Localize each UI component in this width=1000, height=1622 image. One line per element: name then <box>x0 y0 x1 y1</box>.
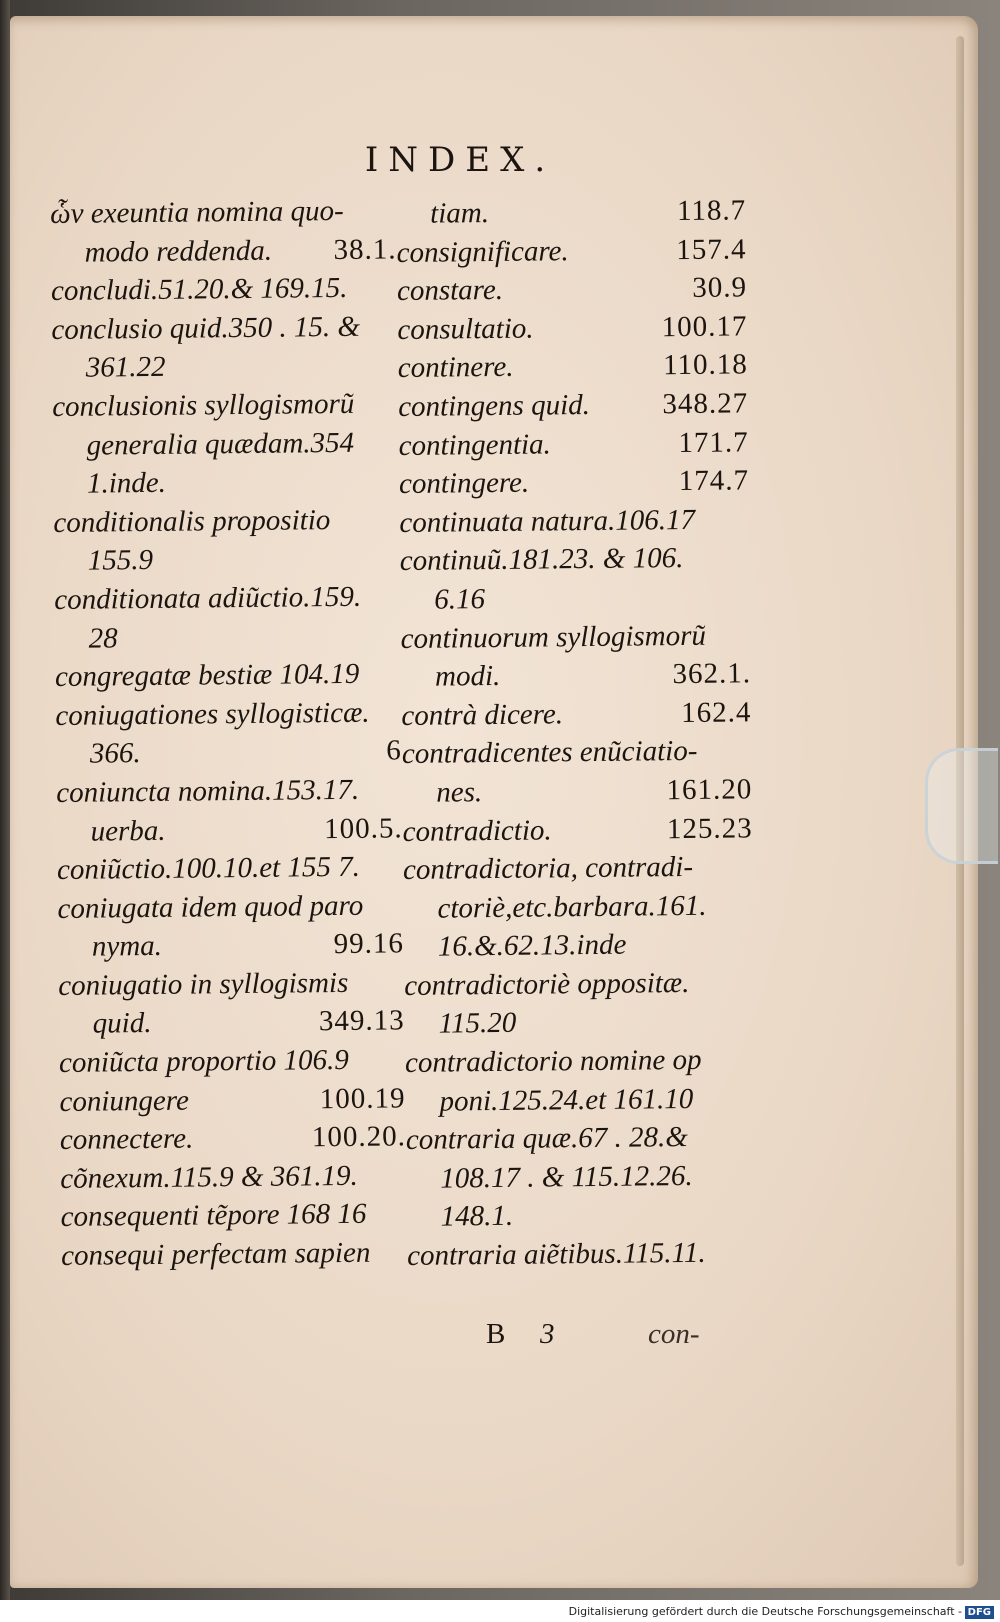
index-entry <box>50 230 396 272</box>
index-page-ref: 171.7 <box>678 425 749 459</box>
index-entry <box>404 925 754 967</box>
index-term: coniuncta nomina.153.17. <box>56 773 360 809</box>
index-entry <box>54 577 400 619</box>
index-term: contradicentes enũciatio- <box>401 735 698 771</box>
index-term: generalia quædam.354 <box>86 426 355 462</box>
index-entry <box>402 732 752 774</box>
index-entry <box>399 500 749 542</box>
index-entry <box>400 616 750 658</box>
index-entry <box>398 423 748 465</box>
index-entry <box>57 847 403 889</box>
index-term: contraria aiẽtibus.115.11. <box>406 1236 706 1272</box>
index-page-ref: 100.19 <box>319 1081 406 1115</box>
index-term: 28 <box>88 621 118 655</box>
index-term: coniugatio in syllogismis <box>58 966 349 1002</box>
index-term: coniũcta proportio 106.9 <box>58 1043 349 1080</box>
index-page-ref: 110.18 <box>662 348 748 382</box>
index-term: ὧν exeuntia nomina quo- <box>50 194 344 230</box>
index-term: contingentia. <box>398 427 552 462</box>
index-entry <box>404 963 754 1005</box>
index-term: 366. <box>89 737 141 770</box>
index-term: modi. <box>434 660 501 693</box>
signature-mark: B <box>486 1318 506 1350</box>
index-entry <box>61 1195 407 1237</box>
index-term: contradictio. <box>402 813 552 848</box>
index-term: 16.&.62.13.inde <box>437 928 627 963</box>
index-entry <box>59 1040 405 1082</box>
index-term: concludi.51.20.& 169.15. <box>50 272 348 308</box>
index-entry <box>55 654 401 696</box>
index-term: continuũ.181.23. & 106. <box>399 542 684 578</box>
index-page-ref: 38.1. <box>333 232 397 266</box>
index-term: contradictoriè oppositæ. <box>404 966 690 1002</box>
index-term: contingere. <box>398 466 530 501</box>
index-entry <box>51 269 397 311</box>
index-page-ref: 349.13 <box>318 1004 405 1038</box>
index-entry <box>401 693 751 735</box>
index-term: conclusionis syllogismorũ <box>52 387 355 423</box>
index-page-ref: 125.23 <box>666 811 753 845</box>
index-entry <box>54 616 400 658</box>
index-page-ref: 348.27 <box>662 387 749 421</box>
index-entry <box>396 191 746 233</box>
index-term: conclusio quid.350 . 15. & <box>51 310 361 346</box>
index-entry <box>397 307 747 349</box>
index-term: conditionalis propositio <box>53 503 331 539</box>
index-page-ref: 157.4 <box>676 232 747 266</box>
index-term: nyma. <box>91 930 163 963</box>
index-term: contradictorio nomine op <box>404 1043 702 1080</box>
index-entry <box>53 500 399 542</box>
index-entry <box>52 384 398 426</box>
index-entry <box>60 1156 406 1198</box>
index-term: consequi perfectam sapien <box>60 1236 371 1272</box>
index-entry <box>398 384 748 426</box>
index-entry <box>50 191 396 233</box>
index-entry <box>400 577 750 619</box>
index-term: 6.16 <box>434 583 486 616</box>
index-term: 115.20 <box>438 1007 517 1041</box>
index-term: coniugata idem quod paro <box>57 889 364 925</box>
index-term: coniũctio.100.10.et 155 7. <box>56 850 361 887</box>
index-term: continuata natura.106.17 <box>399 503 696 539</box>
index-entry <box>53 462 399 504</box>
index-term: poni.125.24.et 161.10 <box>439 1082 694 1118</box>
index-entry <box>401 654 751 696</box>
index-entry <box>56 770 402 812</box>
index-entry <box>52 346 398 388</box>
index-entry <box>403 886 753 928</box>
index-entry <box>56 732 402 774</box>
index-page-ref: 162.4 <box>681 696 752 729</box>
index-term: congregatæ bestiæ 104.19 <box>54 657 360 694</box>
index-term: nes. <box>436 776 483 809</box>
index-entry <box>61 1233 407 1275</box>
index-term: quid. <box>92 1007 152 1041</box>
index-left-column <box>50 191 407 1275</box>
index-entry <box>400 539 750 581</box>
dfg-logo: DFG <box>965 1606 994 1619</box>
index-page-ref: 30.9 <box>692 271 748 305</box>
index-entry <box>396 230 746 272</box>
index-entry <box>398 346 748 388</box>
index-term: constare. <box>396 274 504 308</box>
index-term: 155.9 <box>87 544 154 577</box>
index-entry <box>51 307 397 349</box>
index-entry <box>402 770 752 812</box>
index-term: contingens quid. <box>398 388 591 423</box>
index-entry <box>406 1156 756 1198</box>
index-page-ref: 100.20. <box>311 1120 407 1154</box>
index-term: 361.22 <box>85 351 166 385</box>
catchword: con- <box>648 1318 700 1350</box>
index-page-ref: 100.17 <box>661 310 748 344</box>
page-title: INDEX. <box>364 140 556 180</box>
index-term: consignificare. <box>396 234 569 269</box>
index-term: tiam. <box>430 197 490 230</box>
index-term: coniugationes syllogisticæ. <box>55 696 370 732</box>
index-entry <box>56 809 402 851</box>
index-entry <box>402 809 752 851</box>
index-page-ref: 362.1. <box>672 657 752 691</box>
index-term: consultatio. <box>397 312 534 346</box>
index-term: 1.inde. <box>86 466 167 500</box>
index-term: cõnexum.115.9 & 361.19. <box>60 1159 358 1195</box>
index-entry <box>403 847 753 889</box>
signature-number: 3 <box>540 1318 555 1350</box>
index-entry <box>404 1002 754 1044</box>
index-entry <box>405 1079 755 1121</box>
index-page-ref: 161.20 <box>666 773 753 807</box>
index-term: coniungere <box>59 1084 190 1118</box>
index-term: connectere. <box>59 1122 194 1157</box>
index-entry <box>52 423 398 465</box>
index-term: conditionata adiũctio.159. <box>54 580 362 616</box>
book-binding <box>0 0 10 1622</box>
index-entry <box>407 1195 757 1237</box>
page-clip <box>925 748 998 864</box>
index-entry <box>58 925 404 967</box>
index-entry <box>54 539 400 581</box>
index-page-ref: 174.7 <box>678 464 750 498</box>
index-page-ref: 99.16 <box>333 927 405 961</box>
index-entry <box>58 1002 404 1044</box>
index-entry <box>407 1233 757 1275</box>
index-term: 148.1. <box>440 1200 514 1234</box>
index-right-column <box>396 191 757 1275</box>
index-term: contraria quæ.67 . 28.& <box>405 1121 689 1157</box>
index-entry <box>399 461 749 503</box>
index-term: ctoriè,etc.barbara.161. <box>437 889 707 925</box>
index-entry <box>60 1118 406 1160</box>
index-entry <box>406 1118 756 1160</box>
index-entry <box>55 693 401 735</box>
index-term: modo reddenda. <box>84 234 273 269</box>
index-term: consequenti tẽpore 168 16 <box>60 1198 367 1234</box>
index-entry <box>397 269 747 311</box>
index-term: contrà dicere. <box>401 697 564 732</box>
index-entry <box>405 1040 755 1082</box>
index-entry <box>59 1079 405 1121</box>
digitization-credit: Digitalisierung gefördert durch die Deutsche Forschungsgemeinschaft - <box>568 1605 962 1618</box>
index-term: contradictoria, contradi- <box>402 851 694 887</box>
index-term: uerba. <box>90 814 166 848</box>
index-entry <box>58 963 404 1005</box>
index-term: 108.17 . & 115.12.26. <box>440 1159 693 1195</box>
index-term: continere. <box>397 351 514 385</box>
index-page-ref: 100.5. <box>323 811 403 845</box>
index-page-ref: 118.7 <box>676 194 747 228</box>
index-page-ref: 6 <box>386 734 403 767</box>
index-entry <box>57 886 403 928</box>
index-term: continuorum syllogismorũ <box>400 619 707 655</box>
